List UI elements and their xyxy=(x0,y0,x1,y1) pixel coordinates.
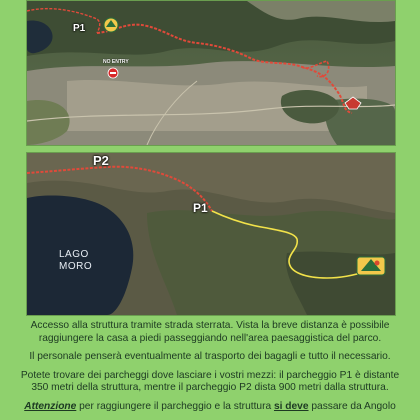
marker-p1-label: P1 xyxy=(73,23,86,34)
luggage-paragraph: Il personale penserà eventualmente al trasporto dei bagagli e tutto il necessario. xyxy=(29,351,391,362)
attention-text: per raggiungere il parcheggio e la struttura xyxy=(76,400,274,412)
parking-paragraph: Potete trovare dei parcheggi dove lasciare i vostri mezzi: il parcheggio P1 è distante 350 metri della struttura, mentre il parcheggio P2 dista 900 metri dalla struttura. xyxy=(20,369,400,393)
lake-label xyxy=(59,249,92,273)
attention-end: passare da Angolo xyxy=(308,400,396,412)
lake-label-line1: LAGO xyxy=(59,249,89,260)
access-description xyxy=(20,320,400,419)
detail-map-image xyxy=(27,153,395,315)
marker-p2-label: P2 xyxy=(93,153,109,168)
attention-paragraph xyxy=(20,401,400,414)
marker-p1-label: P1 xyxy=(193,201,208,215)
no-entry-label: NO ENTRY xyxy=(103,59,129,65)
lake-label-line2: MORO xyxy=(59,261,93,272)
detail-satellite-map xyxy=(26,152,396,316)
access-paragraph: Accesso alla struttura tramite strada sterrata. Vista la breve distanza è possibile raggiungere la casa a piedi passeggiando nell'area paesaggistica del parco. xyxy=(30,320,390,344)
overview-satellite-map xyxy=(26,0,396,146)
property-logo-icon xyxy=(357,257,385,275)
no-entry-sign-icon xyxy=(108,68,118,78)
property-logo-icon xyxy=(104,18,118,32)
attention-strong: si deve xyxy=(273,400,309,412)
attention-label: Attenzione xyxy=(24,400,77,412)
